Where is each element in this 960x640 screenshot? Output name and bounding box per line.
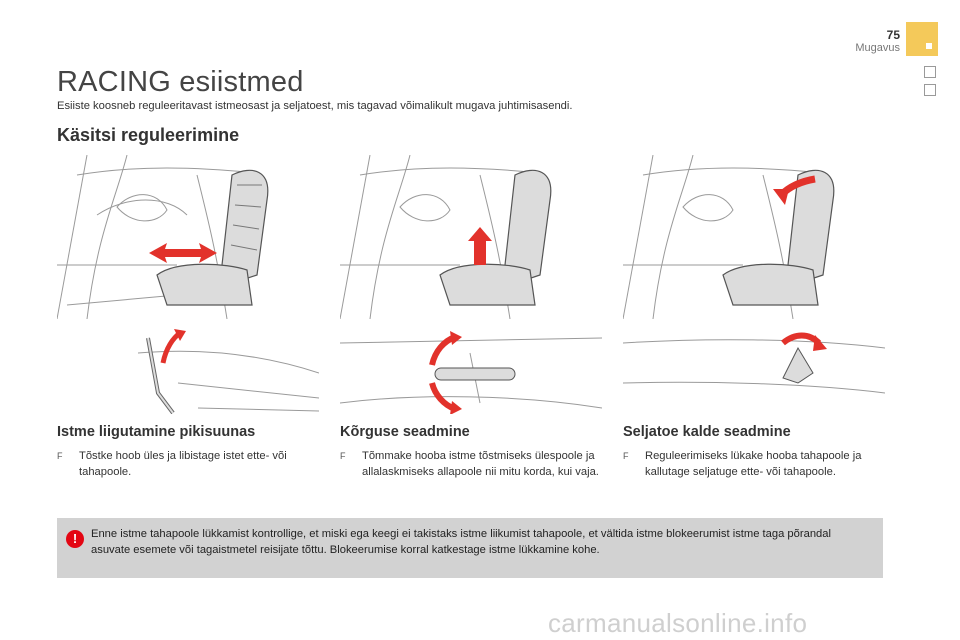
seat-height-illustration	[340, 155, 602, 319]
section-tab[interactable]	[924, 66, 936, 78]
column-instruction	[57, 448, 334, 480]
warning-text: Enne istme tahapoole lükkamist kontrollige, et miski ega keegi ei takistaks istme liikumist tahapoole, et vältida istme blokeerumist istme taga põrandal asuvate esemete või tagaistmetel reisijate tõttu. Blokeerumise korral katkestage istme lükkamine kohe.	[91, 528, 831, 556]
backrest-recline-illustration	[623, 155, 885, 319]
intro-text: Esiiste koosneb reguleeritavast istmeosast ja seljatoest, mis tagavad võimalikult mugava juhtimisasendi.	[57, 100, 573, 112]
page-number: 75	[886, 28, 900, 42]
section-tab[interactable]	[924, 84, 936, 96]
recline-lever-illustration	[623, 323, 885, 414]
bullet-marker: F	[623, 451, 629, 461]
column-heading: Seljatoe kalde seadmine	[623, 424, 791, 440]
warning-exclamation-icon: !	[66, 530, 84, 548]
column-heading: Istme liigutamine pikisuunas	[57, 424, 256, 440]
height-lever-illustration	[340, 323, 602, 414]
section-tab-active[interactable]	[906, 22, 938, 56]
column-instruction	[340, 448, 617, 480]
watermark: carmanualsonline.info	[548, 608, 808, 638]
column-instruction	[623, 448, 900, 480]
seat-slide-illustration	[57, 155, 319, 319]
column-heading: Kõrguse seadmine	[340, 424, 470, 440]
slide-lever-illustration	[138, 323, 319, 414]
bullet-marker: F	[340, 451, 346, 461]
section-name: Mugavus	[855, 42, 900, 54]
instruction-text: Reguleerimiseks lükake hooba tahapoole ja kallutage seljatuge ette- või tahapoole.	[645, 450, 862, 478]
section-subtitle: Käsitsi reguleerimine	[57, 125, 240, 145]
instruction-text: Tõmmake hooba istme tõstmiseks ülespoole ja allalaskmiseks allapoole nii mitu korda, kui vaja.	[362, 450, 599, 478]
tab-marker-icon	[926, 43, 932, 49]
page-title: RACING esiistmed	[57, 66, 304, 98]
bullet-marker: F	[57, 451, 63, 461]
instruction-text: Tõstke hoob üles ja libistage istet ette- või tahapoole.	[79, 450, 287, 478]
